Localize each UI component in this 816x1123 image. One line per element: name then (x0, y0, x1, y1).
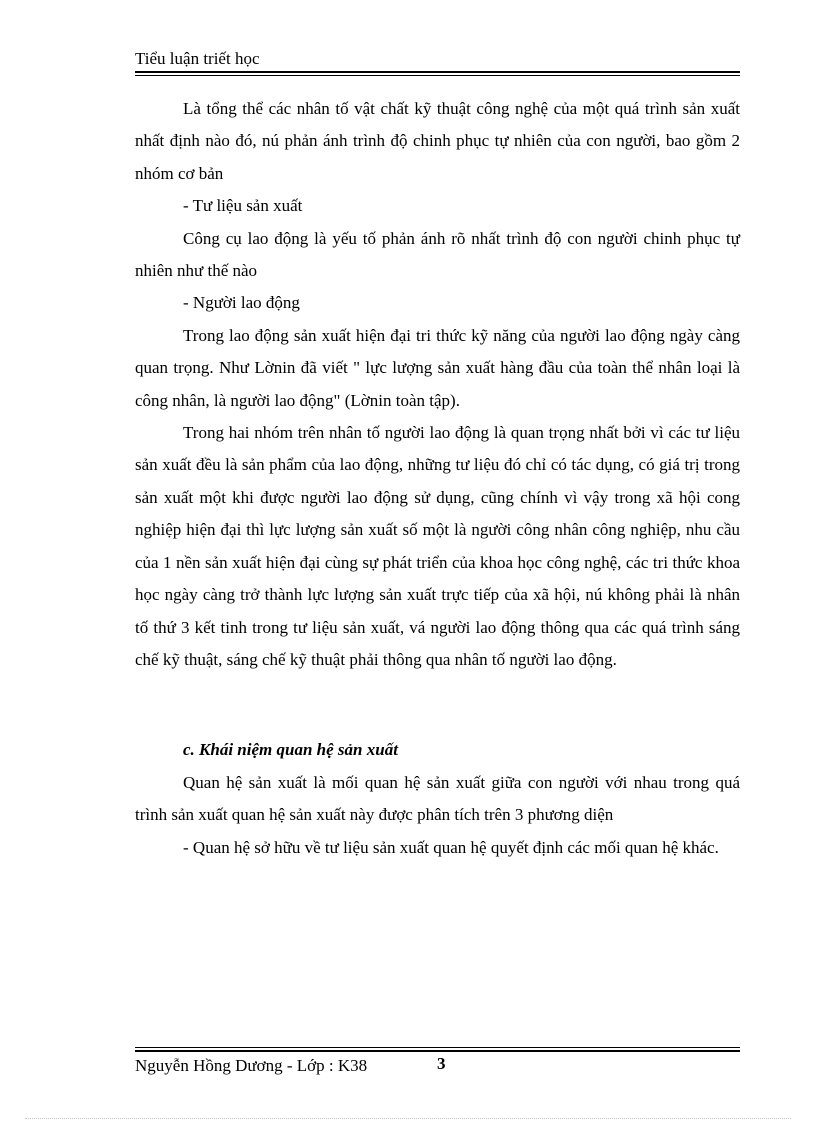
list-item-laborers: - Người lao động (183, 293, 300, 313)
section-heading: c. Khái niệm quan hệ sản xuất (183, 740, 398, 760)
footer-author: Nguyễn Hồng Dương - Lớp : K38 (135, 1056, 368, 1075)
paragraph-two-groups: Trong hai nhóm trên nhân tố người lao động là quan trọng nhất bởi vì các tư liệu sản xuất đều là sản phẩm của lao động, những tư liệu đó chỉ có tác dụng, có giá trị trong sản xuất một khi được người lao động sử dụng, cũng chính vì vậy trong xã hội cong nghiệp hiện đại thì lực lượng sản xuất số một là người công nhân công nghiệp, nhu cầu của 1 nền sản xuất hiện đại cùng sự phát triển của khoa học công nghệ, các tri thức khoa học ngày càng trở thành lực lượng sản xuất trực tiếp của xã hội, nú không phải là nhân tố thứ 3 kết tinh trong tư liệu sản xuất, vá người lao động thông qua các quá trình sáng chế kỹ thuật, sáng chế kỹ thuật phải thông qua nhân tố người lao động. (135, 423, 740, 669)
list-item-ownership: - Quan hệ sở hữu về tư liệu sản xuất quan hệ quyết định các mối quan hệ khác. (183, 837, 719, 857)
page-bottom-border (25, 1118, 791, 1119)
paragraph-definition: Là tổng thể các nhân tố vật chất kỹ thuật công nghệ của một quá trình sản xuất nhất định nào đó, nú phản ánh trình độ chinh phục tự nhiên của con người, bao gồm 2 nhóm cơ bản (135, 99, 740, 183)
list-item-means-of-production: - Tư liệu sản xuất (183, 196, 303, 216)
header-rule (135, 71, 740, 73)
footer-rule-thin (135, 1047, 740, 1048)
paragraph-relations-of-production: Quan hệ sản xuất là mối quan hệ sản xuất giữa con người với nhau trong quá trình sản xuất quan hệ sản xuất này được phân tích trên 3 phương diện (135, 772, 740, 825)
header-rule-thin (135, 75, 740, 76)
page-header-title: Tiểu luận triết học (135, 49, 260, 68)
paragraph-labor-tools: Công cụ lao động là yếu tố phản ánh rõ nhất trình độ con người chinh phục tự nhiên như thế nào (135, 228, 740, 281)
page-number: 3 (437, 1054, 446, 1073)
footer-rule (135, 1050, 740, 1052)
document-body (135, 93, 740, 864)
paragraph-modern-production: Trong lao động sản xuất hiện đại tri thức kỹ năng của người lao động ngày càng quan trọng. Như Lờnin đã viết " lực lượng sản xuất hàng đầu của toàn thể nhân loại là công nhân, là người lao động" (Lờnin toàn tập). (135, 325, 740, 410)
